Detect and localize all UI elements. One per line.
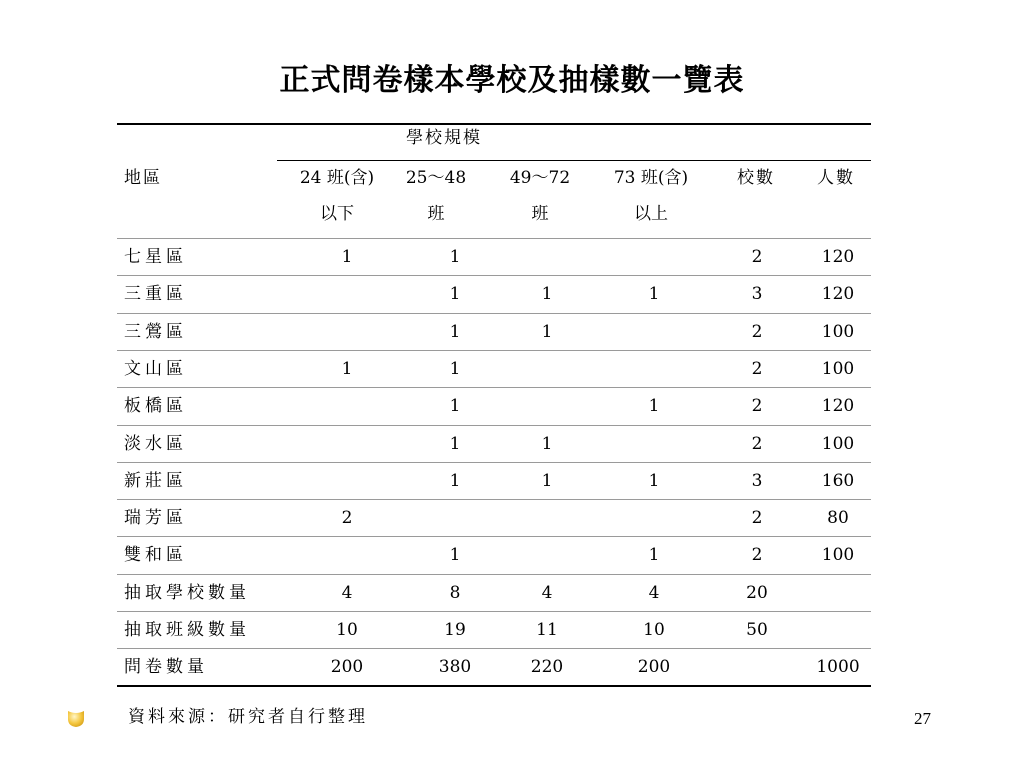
row-label: 雙和區 bbox=[124, 545, 187, 565]
table-cell-c2: 1 bbox=[449, 545, 461, 565]
row-rule bbox=[117, 350, 871, 351]
bullet-icon bbox=[65, 707, 87, 729]
row-label: 淡水區 bbox=[124, 434, 187, 454]
table-cell-c2: 19 bbox=[444, 620, 466, 640]
table-cell-c2: 1 bbox=[449, 322, 461, 342]
group-header-rule bbox=[277, 160, 871, 161]
group-header: 學校規模 bbox=[406, 128, 482, 148]
table-cell-c4: 200 bbox=[637, 657, 671, 677]
table-cell-c4: 4 bbox=[648, 583, 660, 603]
page-number: 27 bbox=[914, 709, 931, 728]
table-cell-c4: 10 bbox=[643, 620, 665, 640]
table-cell-c4: 1 bbox=[648, 284, 660, 304]
row-rule bbox=[117, 313, 871, 314]
table-cell-c4: 1 bbox=[648, 396, 660, 416]
table-cell-c2: 8 bbox=[449, 583, 461, 603]
table-cell-c3: 1 bbox=[541, 284, 553, 304]
table-cell-people: 160 bbox=[821, 471, 855, 491]
table-cell-c3: 1 bbox=[541, 434, 553, 454]
table-cell-people: 120 bbox=[821, 247, 855, 267]
row-label: 文山區 bbox=[124, 359, 187, 379]
table-cell-c2: 1 bbox=[449, 471, 461, 491]
table-cell-people: 100 bbox=[821, 322, 855, 342]
table-cell-c4: 1 bbox=[648, 471, 660, 491]
table-cell-c2: 1 bbox=[449, 247, 461, 267]
table-cell-people: 100 bbox=[821, 434, 855, 454]
table-cell-c2: 1 bbox=[449, 396, 461, 416]
col-header-size-3: 49～72 bbox=[509, 168, 571, 188]
table-top-rule bbox=[117, 123, 871, 125]
table-cell-c2: 1 bbox=[449, 359, 461, 379]
table-cell-c3: 4 bbox=[541, 583, 553, 603]
col-header-size-1: 24 班(含) bbox=[299, 168, 375, 188]
row-rule bbox=[117, 387, 871, 388]
row-label: 三鶯區 bbox=[124, 322, 187, 342]
data-source-note: 資料來源：研究者自行整理 bbox=[128, 707, 368, 727]
row-label: 板橋區 bbox=[124, 396, 187, 416]
row-rule bbox=[117, 275, 871, 276]
table-cell-people: 100 bbox=[821, 359, 855, 379]
slide-title: 正式問卷樣本學校及抽樣數一覽表 bbox=[279, 63, 745, 98]
table-cell-people: 120 bbox=[821, 396, 855, 416]
row-rule bbox=[117, 499, 871, 500]
row-label: 抽取班級數量 bbox=[124, 620, 250, 640]
table-cell-c2: 380 bbox=[438, 657, 472, 677]
table-cell-schools: 2 bbox=[751, 508, 763, 528]
table-cell-c1: 4 bbox=[341, 583, 353, 603]
region-header: 地區 bbox=[124, 168, 162, 188]
table-cell-schools: 3 bbox=[751, 284, 763, 304]
table-cell-schools: 2 bbox=[751, 434, 763, 454]
table-cell-c1: 1 bbox=[341, 359, 353, 379]
table-cell-schools: 3 bbox=[751, 471, 763, 491]
col-header-size-3-sub: 班 bbox=[531, 204, 549, 224]
table-cell-c3: 1 bbox=[541, 471, 553, 491]
table-cell-c1: 200 bbox=[330, 657, 364, 677]
table-cell-c3: 11 bbox=[536, 620, 558, 640]
table-cell-schools: 2 bbox=[751, 396, 763, 416]
col-header-size-1-sub: 以下 bbox=[320, 204, 354, 224]
col-header-people: 人數 bbox=[817, 168, 855, 188]
col-header-size-4: 73 班(含) bbox=[613, 168, 689, 188]
row-label: 新莊區 bbox=[124, 471, 187, 491]
table-bottom-rule bbox=[117, 685, 871, 687]
row-rule bbox=[117, 425, 871, 426]
table-cell-schools: 2 bbox=[751, 322, 763, 342]
row-rule bbox=[117, 574, 871, 575]
table-cell-schools: 20 bbox=[746, 583, 768, 603]
header-bottom-rule bbox=[117, 238, 871, 239]
row-label: 問卷數量 bbox=[124, 657, 208, 677]
table-cell-c1: 10 bbox=[336, 620, 358, 640]
table-cell-c2: 1 bbox=[449, 284, 461, 304]
table-cell-c4: 1 bbox=[648, 545, 660, 565]
table-cell-people: 80 bbox=[827, 508, 849, 528]
row-rule bbox=[117, 536, 871, 537]
row-label: 三重區 bbox=[124, 284, 187, 304]
col-header-schools: 校數 bbox=[737, 168, 775, 188]
row-label: 七星區 bbox=[124, 247, 187, 267]
table-cell-schools: 2 bbox=[751, 247, 763, 267]
table-cell-c3: 220 bbox=[530, 657, 564, 677]
row-label: 抽取學校數量 bbox=[124, 583, 250, 603]
col-header-size-2: 25～48 bbox=[405, 168, 467, 188]
table-cell-c1: 2 bbox=[341, 508, 353, 528]
col-header-size-2-sub: 班 bbox=[427, 204, 445, 224]
table-cell-people: 100 bbox=[821, 545, 855, 565]
table-cell-c3: 1 bbox=[541, 322, 553, 342]
table-cell-people: 120 bbox=[821, 284, 855, 304]
table-cell-schools: 50 bbox=[746, 620, 768, 640]
table-cell-people: 1000 bbox=[816, 657, 860, 677]
table-cell-c1: 1 bbox=[341, 247, 353, 267]
table-cell-schools: 2 bbox=[751, 545, 763, 565]
row-rule bbox=[117, 462, 871, 463]
table-cell-c2: 1 bbox=[449, 434, 461, 454]
row-rule bbox=[117, 648, 871, 649]
row-rule bbox=[117, 611, 871, 612]
table-cell-schools: 2 bbox=[751, 359, 763, 379]
col-header-size-4-sub: 以上 bbox=[634, 204, 668, 224]
row-label: 瑞芳區 bbox=[124, 508, 187, 528]
